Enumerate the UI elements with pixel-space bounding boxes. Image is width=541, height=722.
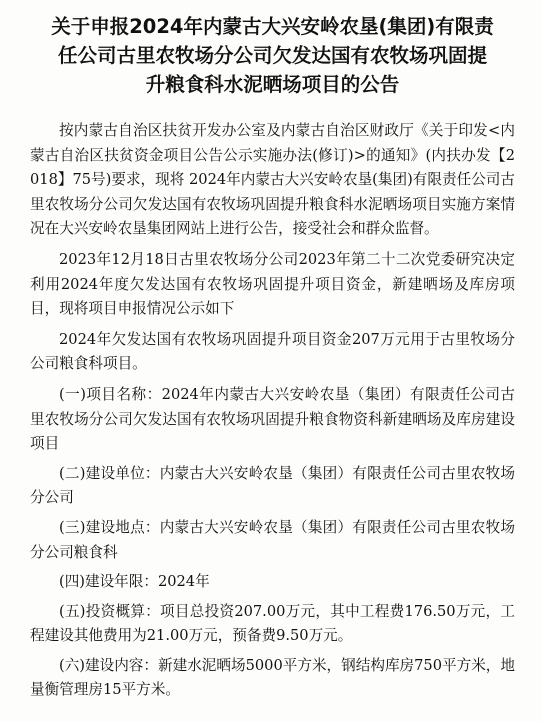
notice-body (30, 119, 515, 703)
decision-paragraph: 2023年12月18日古里农牧场分公司2023年第二十二次党委研究决定利用2024年度欠发达国有农牧场巩固提升项目资金，新建晒场及库房项目，现将项目申报情况公示如下 (30, 250, 515, 318)
item-project-name: (一)项目名称：2024年内蒙古大兴安岭农垦（集团）有限责任公司古里农牧场分公司欠发达国有农牧场巩固提升粮食物资科新建晒场及库房建设项目 (30, 385, 515, 453)
funding-paragraph: 2024年欠发达国有农牧场巩固提升项目资金207万元用于古里牧场分公司粮食科项目。 (30, 330, 515, 373)
item-construction-site: (三)建设地点：内蒙古大兴安岭农垦（集团）有限责任公司古里农牧场分公司粮食科 (30, 518, 515, 561)
intro-paragraph: 按内蒙古自治区扶贫开发办公室及内蒙古自治区财政厅《关于印发<内蒙古自治区扶贫资金项目公告公示实施办法(修订)>的通知》(内扶办发【2018】75号)要求，现将 2024年内蒙古大兴安岭农垦(集团)有限责任公司古里农牧场分公司欠发达国有农牧场巩固提升粮食科水泥晒场项目实施方案情况在大兴安岭农垦集团网站上进行公告，接受社会和群众监督。 (30, 122, 515, 238)
title-line-2: 任公司古里农牧场分公司欠发达国有农牧场巩固提 (57, 44, 487, 67)
item-construction-unit: (二)建设单位：内蒙古大兴安岭农垦（集团）有限责任公司古里农牧场分公司 (30, 464, 515, 507)
item-construction-content: (六)建设内容：新建水泥晒场5000平方米，钢结构库房750平方米，地量衡管理房15平方米。 (30, 656, 515, 699)
notice-title (30, 12, 515, 99)
title-line-3: 升粮食科水泥晒场项目的公告 (145, 73, 400, 96)
title-line-1: 关于申报2024年内蒙古大兴安岭农垦(集团)有限责 (51, 15, 494, 38)
item-construction-period: (四)建设年限：2024年 (59, 573, 210, 591)
item-investment-estimate: (五)投资概算：项目总投资207.00万元，其中工程费176.50万元，工程建设其他费用为21.00万元，预备费9.50万元。 (30, 602, 515, 645)
